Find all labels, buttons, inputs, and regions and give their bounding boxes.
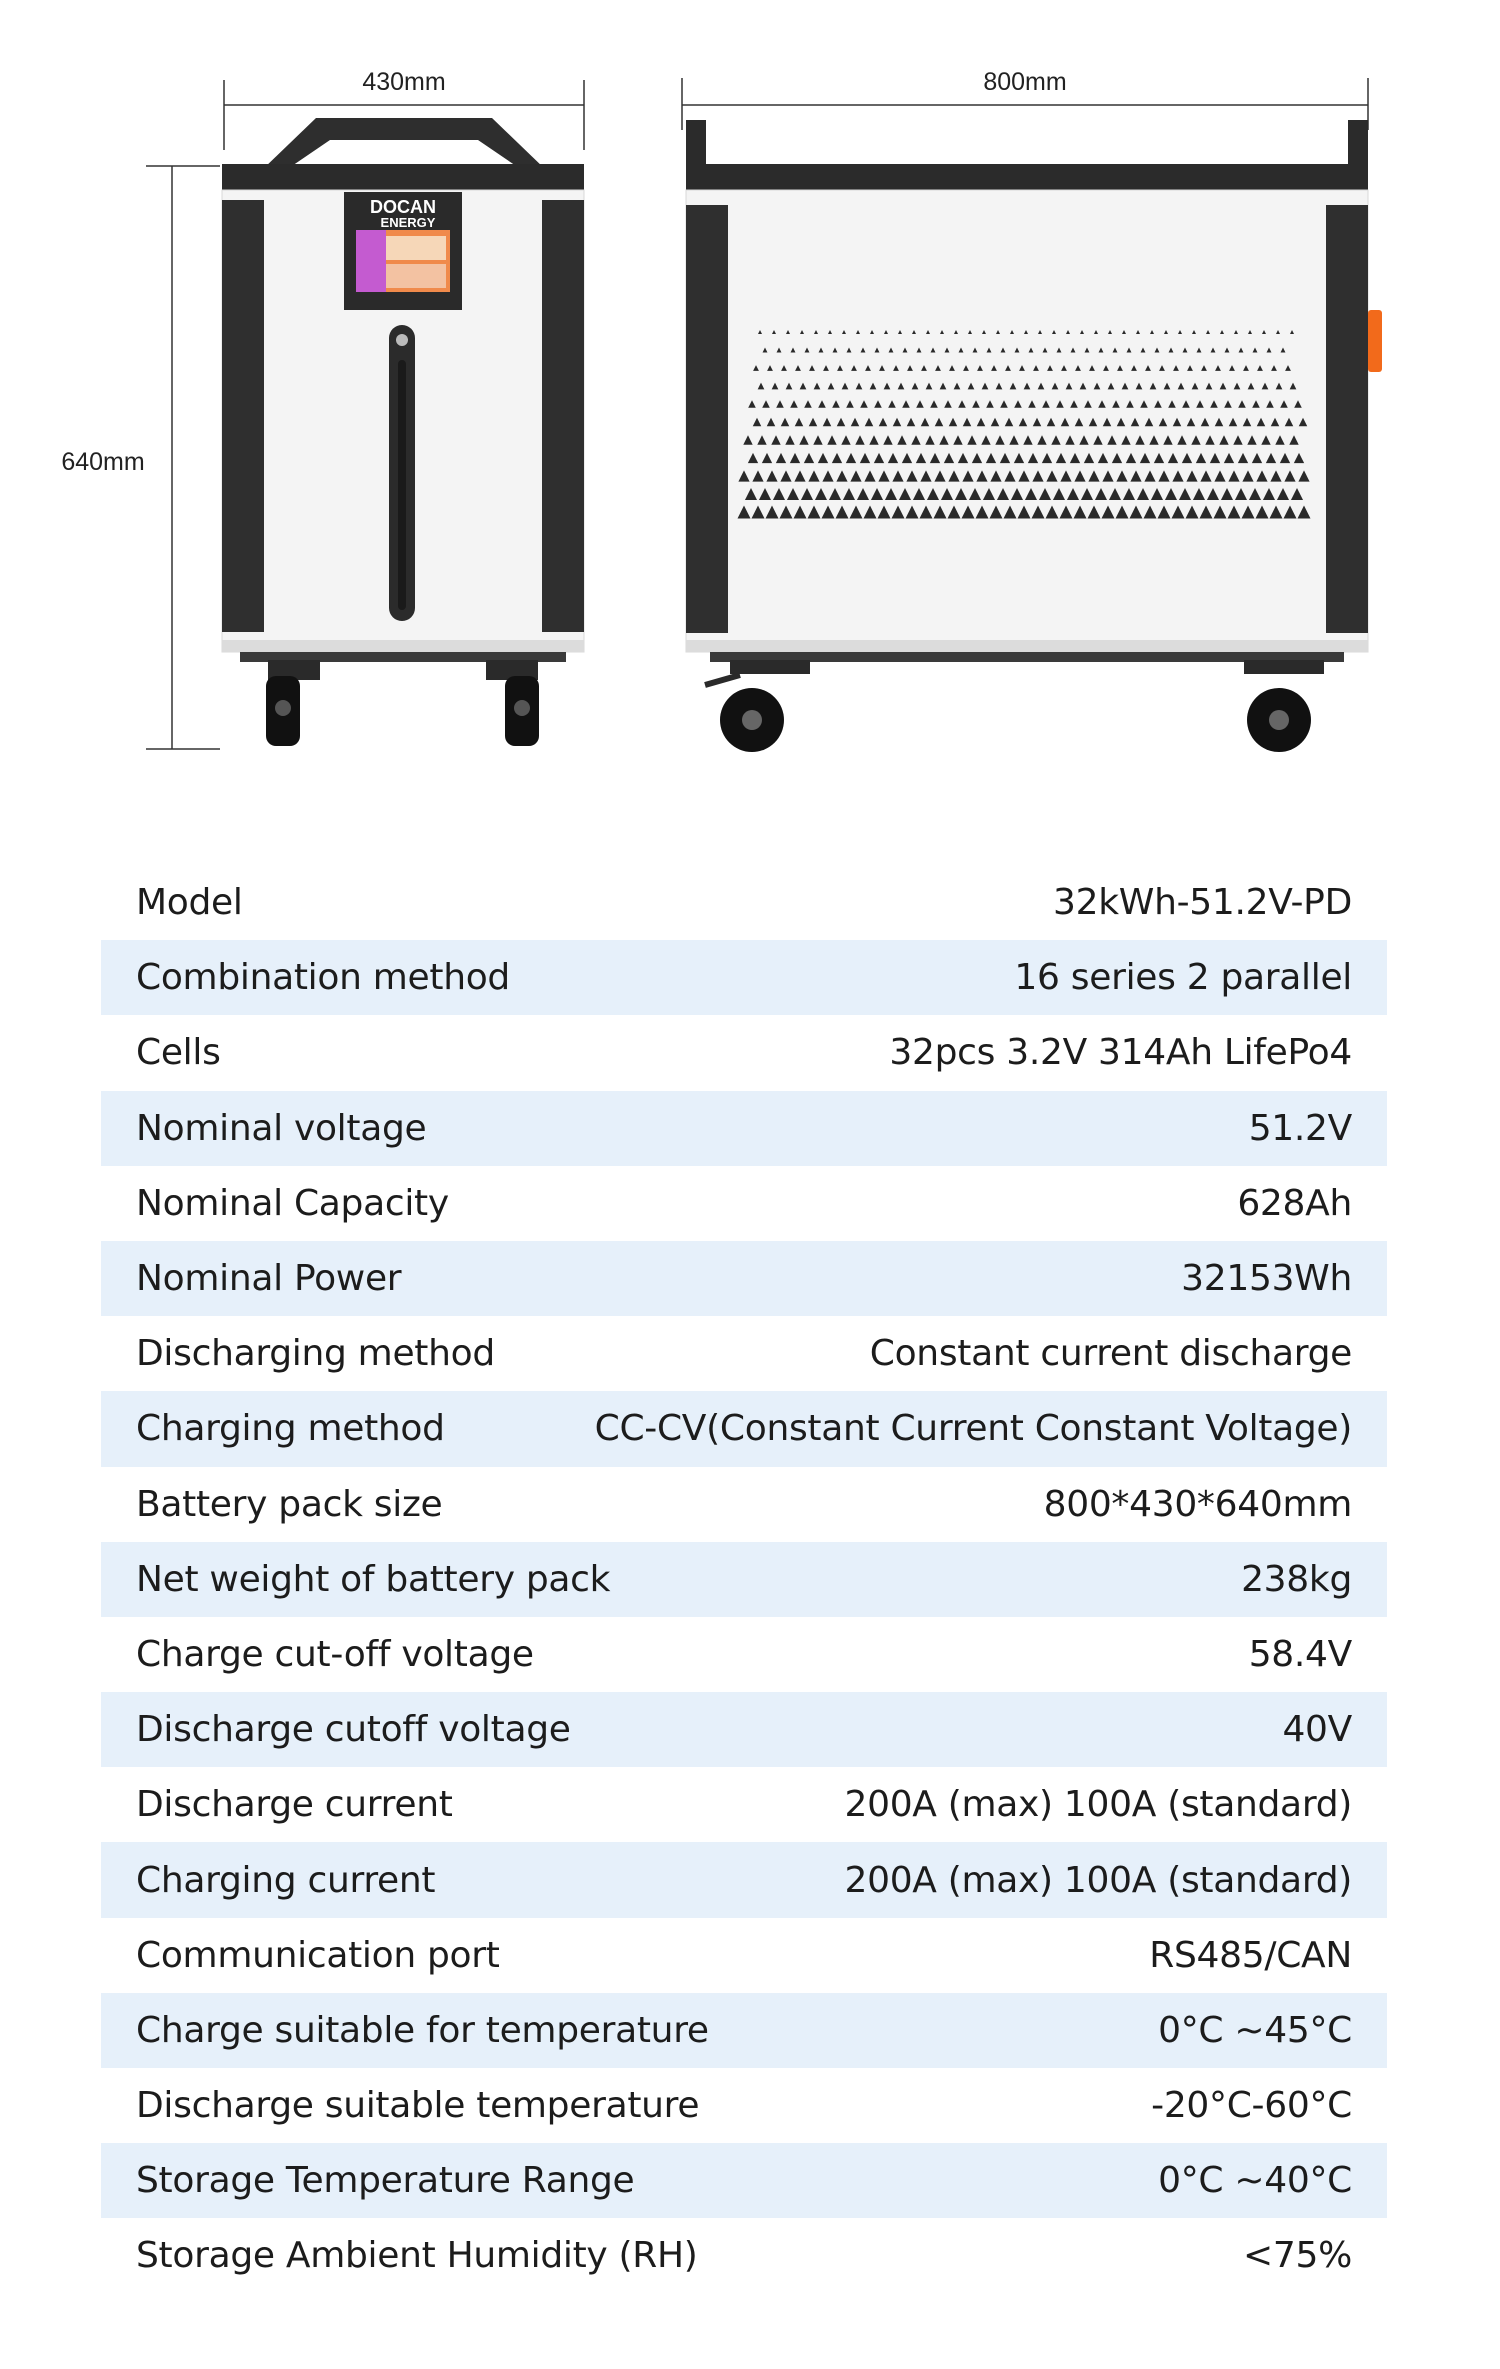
spec-row <box>101 865 1387 940</box>
spec-label: Charging current <box>136 1859 436 1901</box>
spec-row <box>101 1617 1387 1692</box>
spec-label: Charge cut-off voltage <box>136 1633 534 1675</box>
spec-value: 32153Wh <box>1181 1258 1352 1300</box>
spec-value: 40V <box>1282 1709 1352 1751</box>
spec-label: Storage Ambient Humidity (RH) <box>136 2235 698 2277</box>
spec-value: 628Ah <box>1237 1182 1352 1224</box>
height-label: 640mm <box>61 448 145 476</box>
spec-row <box>101 1692 1387 1767</box>
spec-label: Cells <box>136 1032 221 1074</box>
spec-row <box>101 2218 1387 2293</box>
spec-row <box>101 1467 1387 1542</box>
spec-value: RS485/CAN <box>1149 1934 1352 1976</box>
spec-row <box>101 2143 1387 2218</box>
spec-row <box>101 1993 1387 2068</box>
spec-value: -20°C-60°C <box>1151 2085 1352 2127</box>
spec-row <box>101 940 1387 1015</box>
spec-label: Nominal Capacity <box>136 1182 449 1224</box>
battery-front-view <box>222 118 584 746</box>
spec-row <box>101 1316 1387 1391</box>
spec-value: 800*430*640mm <box>1043 1483 1352 1525</box>
spec-table <box>101 865 1387 2294</box>
spec-label: Discharge cutoff voltage <box>136 1709 571 1751</box>
spec-label: Net weight of battery pack <box>136 1558 611 1600</box>
spec-label: Battery pack size <box>136 1483 443 1525</box>
spec-row <box>101 2068 1387 2143</box>
spec-label: Nominal Power <box>136 1258 402 1300</box>
spec-row <box>101 1918 1387 1993</box>
spec-value: 51.2V <box>1248 1107 1352 1149</box>
spec-value: 16 series 2 parallel <box>1014 957 1352 999</box>
spec-row <box>101 1091 1387 1166</box>
brand-logo-line1: DOCAN <box>370 197 436 217</box>
spec-row <box>101 1241 1387 1316</box>
spec-label: Charging method <box>136 1408 445 1450</box>
battery-side-view <box>686 120 1382 752</box>
spec-value: 32kWh-51.2V-PD <box>1053 882 1352 924</box>
spec-value: 0°C ~45°C <box>1158 2009 1352 2051</box>
spec-value: 0°C ~40°C <box>1158 2160 1352 2202</box>
spec-value: 32pcs 3.2V 314Ah LifePo4 <box>889 1032 1352 1074</box>
spec-row <box>101 1391 1387 1466</box>
spec-label: Combination method <box>136 957 510 999</box>
height-dimension <box>146 166 220 749</box>
spec-row <box>101 1015 1387 1090</box>
spec-row <box>101 1842 1387 1917</box>
spec-value: CC-CV(Constant Current Constant Voltage) <box>594 1408 1352 1450</box>
spec-value: 58.4V <box>1248 1633 1352 1675</box>
spec-value: <75% <box>1243 2235 1352 2277</box>
front-width-label: 430mm <box>362 68 446 96</box>
brand-logo-line2: ENERGY <box>380 215 436 230</box>
spec-label: Charge suitable for temperature <box>136 2009 709 2051</box>
spec-value: 200A (max) 100A (standard) <box>844 1784 1352 1826</box>
spec-label: Discharging method <box>136 1333 495 1375</box>
spec-label: Discharge suitable temperature <box>136 2085 700 2127</box>
spec-value: 238kg <box>1241 1558 1352 1600</box>
spec-label: Nominal voltage <box>136 1107 427 1149</box>
spec-label: Model <box>136 882 243 924</box>
side-width-label: 800mm <box>983 68 1067 96</box>
spec-value: 200A (max) 100A (standard) <box>844 1859 1352 1901</box>
spec-label: Storage Temperature Range <box>136 2160 635 2202</box>
spec-row <box>101 1767 1387 1842</box>
spec-row <box>101 1542 1387 1617</box>
spec-label: Discharge current <box>136 1784 453 1826</box>
product-dimension-drawing <box>0 0 1500 780</box>
spec-value: Constant current discharge <box>869 1333 1352 1375</box>
spec-row <box>101 1166 1387 1241</box>
spec-label: Communication port <box>136 1934 500 1976</box>
